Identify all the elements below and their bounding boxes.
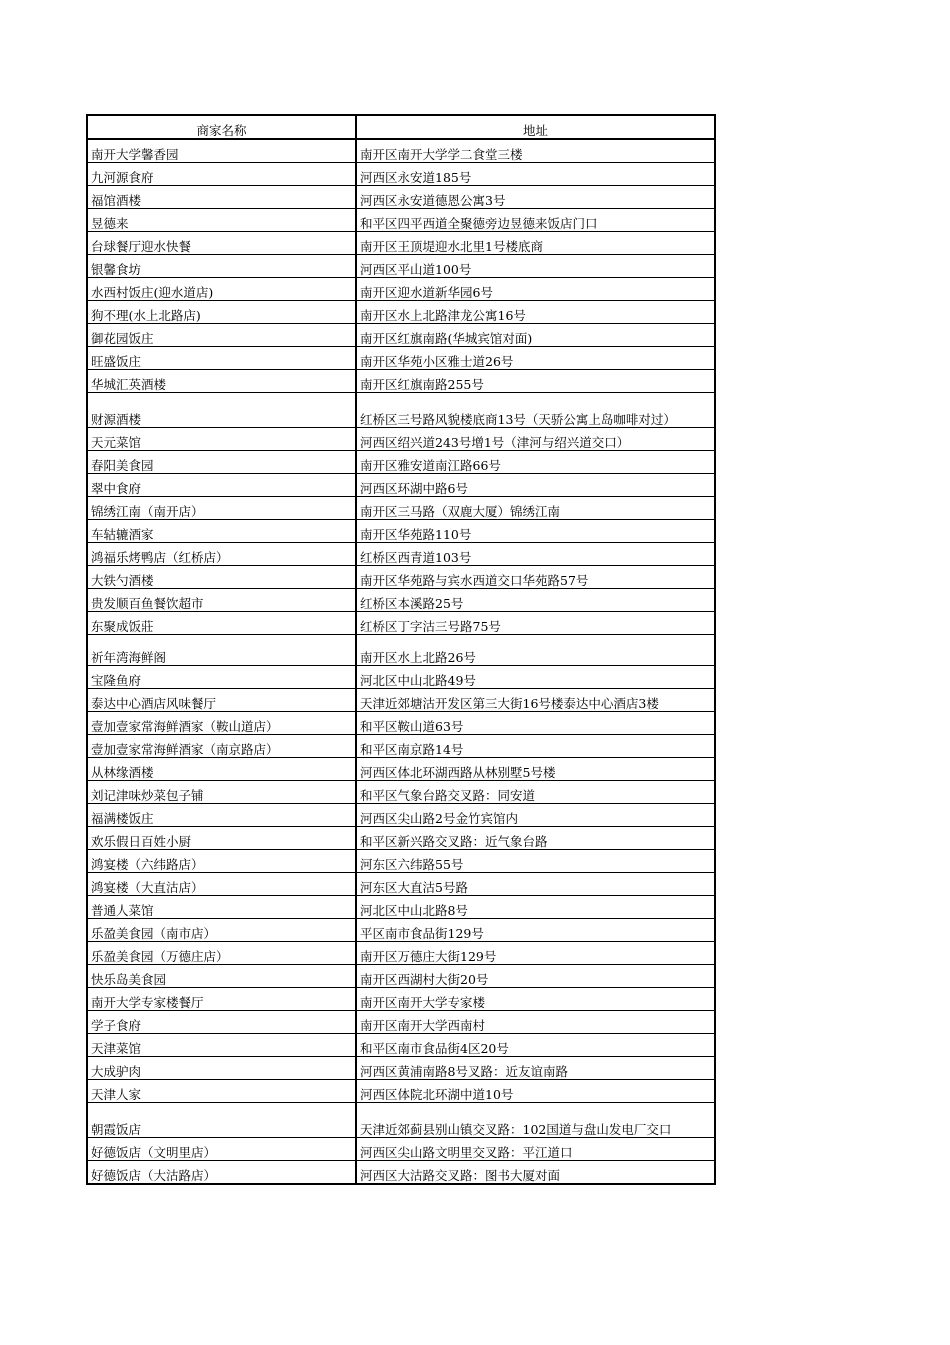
table-row: [87, 1034, 715, 1057]
address-cell[interactable]: 红桥区西青道103号: [356, 543, 715, 566]
address-cell[interactable]: 河西区尖山路文明里交叉路：平江道口: [356, 1138, 715, 1161]
merchant-table: [86, 114, 716, 1185]
table-row: [87, 497, 715, 520]
address-cell[interactable]: 红桥区三号路风貌楼底商13号（天骄公寓上岛咖啡对过）: [356, 393, 715, 428]
merchant-name-cell[interactable]: 普通人菜馆: [87, 896, 356, 919]
table-row: [87, 428, 715, 451]
merchant-name-cell[interactable]: 大铁勺酒楼: [87, 566, 356, 589]
merchant-name-cell[interactable]: 锦绣江南（南开店）: [87, 497, 356, 520]
table-row: [87, 635, 715, 666]
address-cell[interactable]: 南开区华苑路与宾水西道交口华苑路57号: [356, 566, 715, 589]
table-body: [87, 139, 715, 1184]
merchant-name-cell[interactable]: 水西村饭庄(迎水道店): [87, 278, 356, 301]
merchant-name-cell[interactable]: 学子食府: [87, 1011, 356, 1034]
merchant-name-cell[interactable]: 刘记津味炒菜包子铺: [87, 781, 356, 804]
merchant-name-cell[interactable]: 欢乐假日百姓小厨: [87, 827, 356, 850]
table-row: [87, 163, 715, 186]
merchant-name-cell[interactable]: 华城汇英酒楼: [87, 370, 356, 393]
table-row: [87, 1057, 715, 1080]
address-cell[interactable]: 南开区雅安道南江路66号: [356, 451, 715, 474]
merchant-name-cell[interactable]: 鸿宴楼（大直沽店）: [87, 873, 356, 896]
table-row: [87, 965, 715, 988]
table-row: [87, 1080, 715, 1103]
table-row: [87, 919, 715, 942]
merchant-name-cell[interactable]: 宝隆鱼府: [87, 666, 356, 689]
address-cell[interactable]: 南开区华苑路110号: [356, 520, 715, 543]
address-cell[interactable]: 河东区六纬路55号: [356, 850, 715, 873]
merchant-name-cell[interactable]: 财源酒楼: [87, 393, 356, 428]
merchant-name-cell[interactable]: 壹加壹家常海鲜酒家（南京路店）: [87, 735, 356, 758]
address-cell[interactable]: 红桥区本溪路25号: [356, 589, 715, 612]
address-cell[interactable]: 河西区平山道100号: [356, 255, 715, 278]
address-cell[interactable]: 南开区红旗南路(华城宾馆对面): [356, 324, 715, 347]
table-row: [87, 186, 715, 209]
table-row: [87, 301, 715, 324]
header-address[interactable]: 地址: [356, 115, 715, 139]
table-row: [87, 612, 715, 635]
table-row: [87, 827, 715, 850]
table-row: [87, 1011, 715, 1034]
table-row: [87, 712, 715, 735]
merchant-name-cell[interactable]: 乐盈美食园（南市店）: [87, 919, 356, 942]
table-row: [87, 942, 715, 965]
table-row: [87, 255, 715, 278]
merchant-name-cell[interactable]: 快乐岛美食园: [87, 965, 356, 988]
header-merchant-name[interactable]: 商家名称: [87, 115, 356, 139]
address-cell[interactable]: 和平区南京路14号: [356, 735, 715, 758]
table-row: [87, 873, 715, 896]
merchant-name-cell[interactable]: 旺盛饭庄: [87, 347, 356, 370]
table-row: [87, 139, 715, 163]
merchant-name-cell[interactable]: 银馨食坊: [87, 255, 356, 278]
table-row: [87, 758, 715, 781]
merchant-name-cell[interactable]: 天元菜馆: [87, 428, 356, 451]
table-row: [87, 896, 715, 919]
merchant-name-cell[interactable]: 好德饭店（大沽路店）: [87, 1161, 356, 1185]
merchant-name-cell[interactable]: 狗不理(水上北路店): [87, 301, 356, 324]
address-cell[interactable]: 河西区尖山路2号金竹宾馆内: [356, 804, 715, 827]
table-row: [87, 1138, 715, 1161]
address-cell[interactable]: 河西区环湖中路6号: [356, 474, 715, 497]
address-cell[interactable]: 河西区永安道德恩公寓3号: [356, 186, 715, 209]
address-cell[interactable]: 和平区鞍山道63号: [356, 712, 715, 735]
address-cell[interactable]: 南开区水上北路津龙公寓16号: [356, 301, 715, 324]
merchant-name-cell[interactable]: 东聚成饭莊: [87, 612, 356, 635]
address-cell[interactable]: 南开区三马路（双鹿大厦）锦绣江南: [356, 497, 715, 520]
merchant-name-cell[interactable]: 从林缘酒楼: [87, 758, 356, 781]
address-cell[interactable]: 河北区中山北路8号: [356, 896, 715, 919]
address-cell[interactable]: 河东区大直沽5号路: [356, 873, 715, 896]
merchant-name-cell[interactable]: 南开大学馨香园: [87, 139, 356, 163]
table-row: [87, 278, 715, 301]
address-cell[interactable]: 和平区新兴路交叉路：近气象台路: [356, 827, 715, 850]
address-cell[interactable]: 南开区水上北路26号: [356, 635, 715, 666]
table-row: [87, 324, 715, 347]
merchant-name-cell[interactable]: 大成驴肉: [87, 1057, 356, 1080]
table-row: [87, 232, 715, 255]
address-cell[interactable]: 红桥区丁字沽三号路75号: [356, 612, 715, 635]
address-cell[interactable]: 河西区体院北环湖中道10号: [356, 1080, 715, 1103]
spreadsheet: [86, 114, 714, 1185]
merchant-name-cell[interactable]: 祈年湾海鲜阁: [87, 635, 356, 666]
address-cell[interactable]: 河北区中山北路49号: [356, 666, 715, 689]
address-cell[interactable]: 和平区四平西道全聚德旁边昱德来饭店门口: [356, 209, 715, 232]
address-cell[interactable]: 天津近郊蓟县别山镇交叉路：102国道与盘山发电厂交口: [356, 1103, 715, 1138]
merchant-name-cell[interactable]: 台球餐厅迎水快餐: [87, 232, 356, 255]
table-row: [87, 520, 715, 543]
address-cell[interactable]: 南开区万德庄大街129号: [356, 942, 715, 965]
table-row: [87, 988, 715, 1011]
address-cell[interactable]: 河西区黄浦南路8号叉路：近友谊南路: [356, 1057, 715, 1080]
address-cell[interactable]: 河西区体北环湖西路从林别墅5号楼: [356, 758, 715, 781]
merchant-name-cell[interactable]: 御花园饭庄: [87, 324, 356, 347]
header-row: [87, 115, 715, 139]
table-row: [87, 589, 715, 612]
merchant-name-cell[interactable]: 九河源食府: [87, 163, 356, 186]
address-cell[interactable]: 河西区大沽路交叉路：图书大厦对面: [356, 1161, 715, 1185]
table-row: [87, 666, 715, 689]
merchant-name-cell[interactable]: 昱德来: [87, 209, 356, 232]
address-cell[interactable]: 平区南市食品街129号: [356, 919, 715, 942]
merchant-name-cell[interactable]: 福满楼饭庄: [87, 804, 356, 827]
table-row: [87, 566, 715, 589]
table-row: [87, 474, 715, 497]
address-cell[interactable]: 河西区永安道185号: [356, 163, 715, 186]
merchant-name-cell[interactable]: 翠中食府: [87, 474, 356, 497]
address-cell[interactable]: 河西区绍兴道243号增1号（津河与绍兴道交口）: [356, 428, 715, 451]
merchant-name-cell[interactable]: 春阳美食园: [87, 451, 356, 474]
merchant-name-cell[interactable]: 福馆酒楼: [87, 186, 356, 209]
table-row: [87, 1103, 715, 1138]
table-row: [87, 689, 715, 712]
table-row: [87, 451, 715, 474]
merchant-name-cell[interactable]: 鸿宴楼（六纬路店）: [87, 850, 356, 873]
merchant-name-cell[interactable]: 天津菜馆: [87, 1034, 356, 1057]
address-cell[interactable]: 南开区南开大学学二食堂三楼: [356, 139, 715, 163]
merchant-name-cell[interactable]: 天津人家: [87, 1080, 356, 1103]
table-row: [87, 393, 715, 428]
address-cell[interactable]: 南开区南开大学西南村: [356, 1011, 715, 1034]
table-row: [87, 370, 715, 393]
merchant-name-cell[interactable]: 壹加壹家常海鲜酒家（鞍山道店）: [87, 712, 356, 735]
merchant-name-cell[interactable]: 车轱辘酒家: [87, 520, 356, 543]
table-row: [87, 850, 715, 873]
merchant-name-cell[interactable]: 好德饭店（文明里店）: [87, 1138, 356, 1161]
address-cell[interactable]: 南开区王顶堤迎水北里1号楼底商: [356, 232, 715, 255]
address-cell[interactable]: 南开区迎水道新华园6号: [356, 278, 715, 301]
table-row: [87, 543, 715, 566]
merchant-name-cell[interactable]: 泰达中心酒店风味餐厅: [87, 689, 356, 712]
table-row: [87, 1161, 715, 1185]
address-cell[interactable]: 和平区气象台路交叉路：同安道: [356, 781, 715, 804]
merchant-name-cell[interactable]: 朝霞饭店: [87, 1103, 356, 1138]
merchant-name-cell[interactable]: 贵发顺百鱼餐饮超市: [87, 589, 356, 612]
merchant-name-cell[interactable]: 南开大学专家楼餐厅: [87, 988, 356, 1011]
merchant-name-cell[interactable]: 鸿福乐烤鸭店（红桥店）: [87, 543, 356, 566]
address-cell[interactable]: 和平区南市食品街4区20号: [356, 1034, 715, 1057]
table-row: [87, 804, 715, 827]
table-row: [87, 781, 715, 804]
address-cell[interactable]: 天津近郊塘沽开发区第三大街16号楼泰达中心酒店3楼: [356, 689, 715, 712]
address-cell[interactable]: 南开区红旗南路255号: [356, 370, 715, 393]
address-cell[interactable]: 南开区西湖村大街20号: [356, 965, 715, 988]
table-row: [87, 209, 715, 232]
address-cell[interactable]: 南开区南开大学专家楼: [356, 988, 715, 1011]
merchant-name-cell[interactable]: 乐盈美食园（万德庄店）: [87, 942, 356, 965]
table-row: [87, 735, 715, 758]
address-cell[interactable]: 南开区华苑小区雅士道26号: [356, 347, 715, 370]
table-row: [87, 347, 715, 370]
